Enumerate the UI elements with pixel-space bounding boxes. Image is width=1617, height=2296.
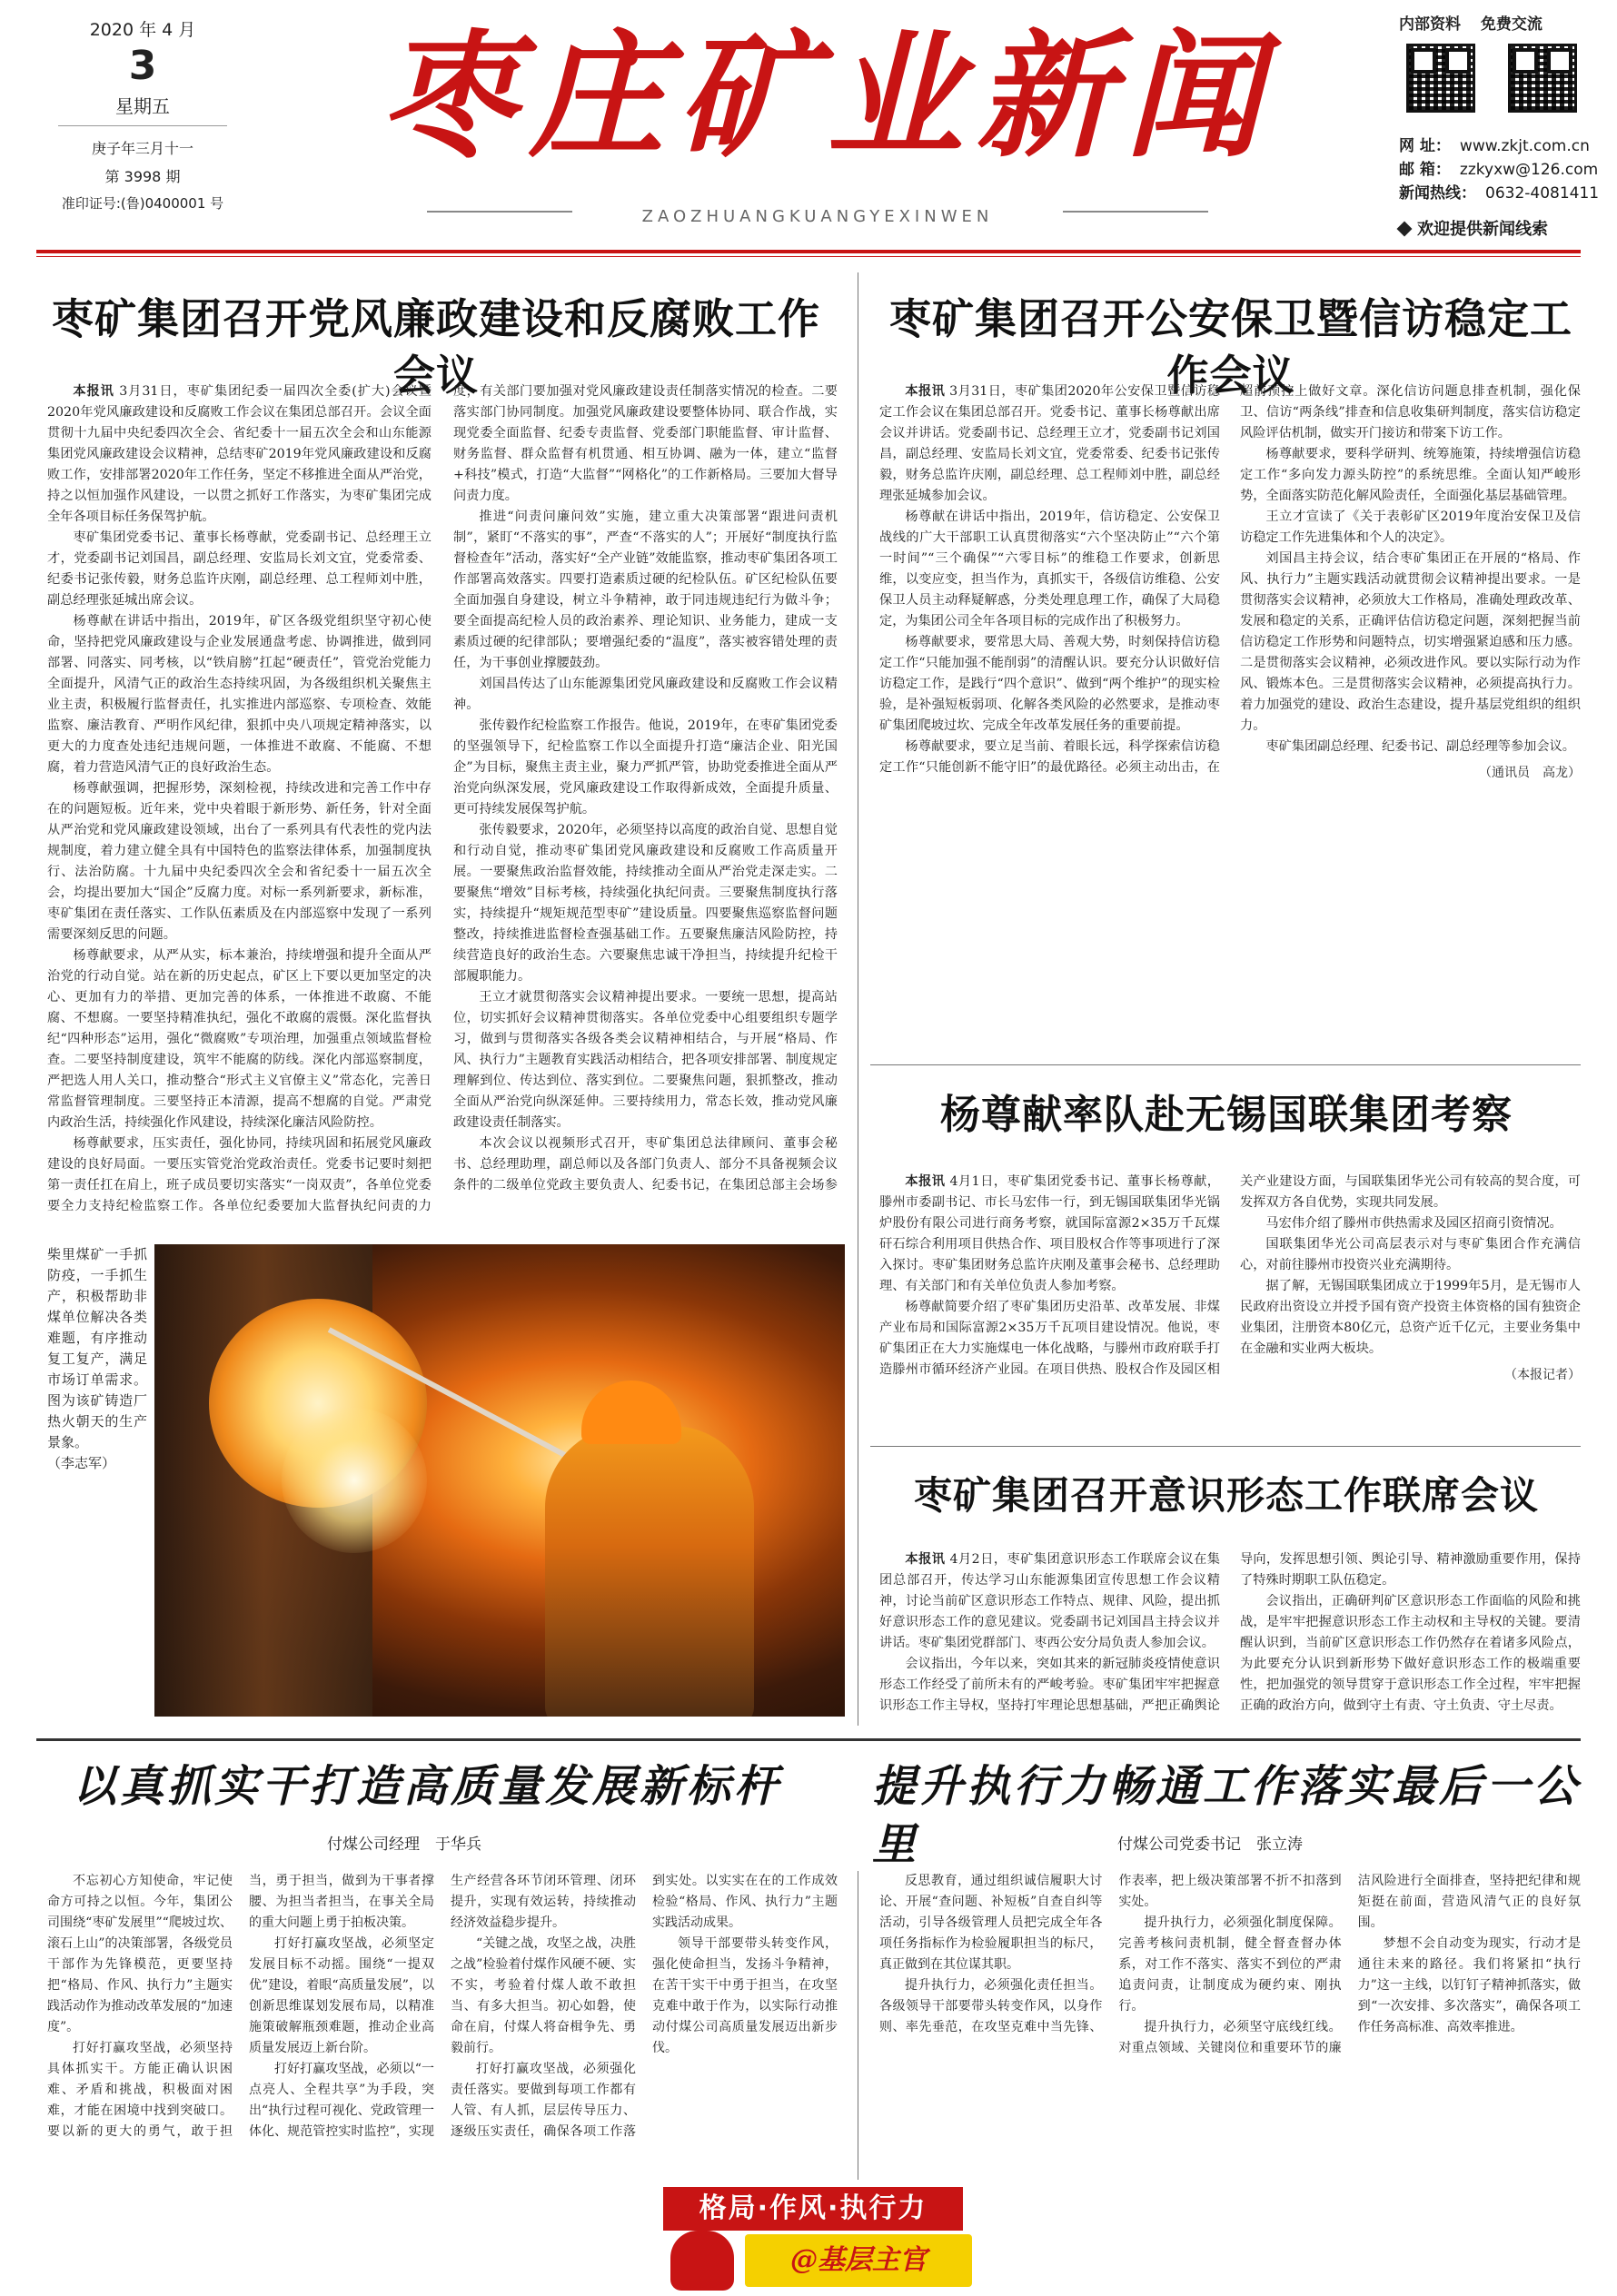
article-a1-body	[47, 381, 838, 1235]
day-number: 3	[128, 43, 157, 89]
article-a3-body	[879, 1172, 1581, 1435]
qr-code-icon[interactable]	[1508, 44, 1577, 113]
paragraph: 推进“问责问廉问效”实施，建立重大决策部署“跟进问责机制”，紧盯“不落实的事”，严查“不落实的人”；开展好“制度执行监督检查年”活动，落实好“全产业链”效能监察，推动枣矿集团各项工作部署高效落实。四要打造素质过硬的纪检队伍。矿区纪检队伍要全面加强自身建设，树立斗争精神，敢于同违规违纪行为做斗争；要全面提高纪检人员的政治素养、理论知识、业务能力，建成一支素质过硬的纪律部队；要增强纪委的“温度”，落实被容错处理的责任，为干事创业撑腰鼓劲。	[453, 510, 838, 670]
paragraph: 张传毅作纪检监察工作报告。他说，2019年，在枣矿集团党委的坚强领导下，纪检监察工作以全面提升打造“廉洁企业、阳光国企”为目标，聚焦主责主业，聚力严抓严管，协助党委推进全面从严治党向纵深发展，党风廉政建设工作取得新成效，全面提升质量、更可持续发展保驾护航。	[453, 718, 838, 816]
headline-a6[interactable]: 提升执行力畅通工作落实最后一公里	[872, 1761, 1582, 1870]
contact-info	[1399, 134, 1599, 205]
tipline	[1399, 216, 1548, 240]
paragraph: 打好打赢攻坚战，必须坚持具体抓实干。方能正确认识困难、矛盾和挑战，积极面对困难，才能在困境中找到突破口。要以新的更大的勇气，敢于担当，勇于担当，做到为干事者撑腰、为担当者担当，在事关全局的重大问题上勇于拍板决策。	[47, 1874, 434, 2139]
paragraph: 杨尊献要求，要立足当前、着眼长远，科学探索信访稳定工作“只能创新不能守旧”的最优路径。必须主动出击，在超前预控上做好文章。深化信访问题息排查机制，强化保卫、信访“两条线”排查和信息收集研判制度，落实信访稳定风险评估机制，做实开门接访和带案下访工作。	[879, 384, 1581, 775]
headline-a5[interactable]: 以真抓实干打造高质量发展新标杆	[73, 1761, 782, 1812]
paragraph: 梦想不会自动变为现实，行动才是通往未来的路径。我们将紧扣“执行力”这一主线，以钉钉子精神抓落实，做到“一次安排、多次落实”，确保各项工作任务高标准、高效率推进。	[1357, 1936, 1581, 2034]
paragraph: 马宏伟介绍了滕州市供热需求及园区招商引资情况。	[1265, 1216, 1562, 1231]
paragraph: 杨尊献要求，从严从实，标本兼治，持续增强和提升全面从严治党的行动自觉。站在新的历史起点，矿区上下要以更加坚定的决心、更加有力的举措、更加完善的体系，一体推进不敢腐、不能腐、不想腐。一要坚持精准执纪，强化不敢腐的震慑。深化监督执纪“四种形态”运用，强化“微腐败”专项治理，加强重点领域监督检查。二要坚持制度建设，筑牢不能腐的防线。深化内部巡察制度，严把选人用人关口，推动整合“形式主义官僚主义”常态化，完善日常监督管理制度。三要坚持正本清源，提高不想腐的自觉。严肃党内政治生活，持续强化作风建设，持续深化廉洁风险防控。	[47, 948, 432, 1130]
section-divider-thick	[36, 1738, 1581, 1741]
paragraph: 杨尊献要求，要常思大局、善观大势，时刻保持信访稳定工作“只能加强不能削弱”的清醒认识。要充分认识做好信访稳定工作，是践行“四个意识”、做到“两个维护”的现实检验，是补强短板弱项、化解各类风险的必然要求，是推动枣矿集团爬坡过坎、完成全年改革发展任务的重要前提。	[879, 635, 1220, 733]
paragraph: 打好打赢攻坚战，必须坚定发展目标不动摇。围绕“一提双优”建设，着眼“高质量发展”，以创新思维谋划发展布局，以精准施策破解瓶颈难题，推动企业高质量发展迈上新台阶。	[249, 1936, 434, 2055]
paragraph: 张传毅要求，2020年，必须坚持以高度的政治自觉、思想自觉和行动自觉，推动枣矿集团党风廉政建设和反腐败工作高质量开展。一要聚焦政治监督效能，持续推动全面从严治党走深走实。二要聚焦“增效”目标考核，持续强化执纪问责。三要聚焦制度执行落实，持续提升“规矩规范型枣矿”建设质量。四要聚焦巡察监督问题整改，持续推进监督检查强基础工作。五要聚焦廉洁风险防控，持续营造良好的政治生态。六要聚焦忠诚干净担当，持续提升纪检干部履职能力。	[453, 823, 838, 984]
paragraph: 枣矿集团副总经理、纪委书记、副总经理等参加会议。	[1265, 739, 1575, 754]
news-photo[interactable]	[154, 1244, 845, 1717]
headline-a4[interactable]: 枣矿集团召开意识形态工作联席会议	[913, 1473, 1539, 1518]
paragraph: 打好打赢攻坚战，必须强化责任落实。要做到每项工作都有人管、有人抓，层层传导压力、逐级压实责任，确保各项工作落到实处。以实实在在的工作成效检验“格局、作风、执行力”主题实践活动成果。	[451, 1874, 838, 2139]
paragraph: 杨尊献在讲话中指出，2019年，信访稳定、公安保卫战线的广大干部职工认真贯彻落实“六个坚决防止”“六个第一时间”“三个确保”“六零目标”的维稳工作要求，创新思维，以变应变，担当作为，真抓实干，各级信访维稳、公安保卫人员主动释疑解惑，分类处理息理工作，确保了大局稳定，为集团公司全年各项目标的完成作出了积极努力。	[879, 510, 1220, 628]
paragraph: 王立才就贯彻落实会议精神提出要求。一要统一思想，提高站位，切实抓好会议精神贯彻落实。各单位党委中心组要组织专题学习，做到与贯彻落实各级各类会议精神相结合，与开展“格局、作风、执行力”主题教育实践活动相结合，把各项安排部署、制度规定理解到位、传达到位、落实到位。二要聚焦问题，狠抓整改，推动全面从严治党向纵深延伸。三要持续用力，常态长效，推动党风廉政建设责任制落实。	[453, 990, 838, 1130]
section-divider	[870, 1446, 1581, 1447]
tag-free: 免费交流	[1480, 15, 1543, 34]
masthead	[0, 0, 1617, 300]
paragraph: 杨尊献强调，把握形势，深刻检视，持续改进和完善工作中存在的问题短板。近年来，党中央着眼于新形势、新任务，针对全面从严治党和党风廉政建设领域，出台了一系列具有代表性的党内法规制度，着力建立健全具有中国特色的监察法律体系，加强制度执行、法治防腐。十九届中央纪委四次全会和省纪委十一届五次全会，均提出要加大“国企”反腐力度。对标一系列新要求，新标准，枣矿集团在责任落实、工作队伍素质及在内部巡察中发现了一系列需要深刻反思的问题。	[47, 781, 432, 942]
paragraph: 提升执行力，必须坚守底线红线。对重点领域、关键岗位和重要环节的廉洁风险进行全面排查，坚持把纪律和规矩挺在前面，营造风清气正的良好氛围。	[1118, 1874, 1581, 2055]
paragraph: 4月1日，枣矿集团党委书记、董事长杨尊献，滕州市委副书记、市长马宏伟一行，到无锡国联集团华光锅炉股份有限公司进行商务考察，就国际富源2×35万千瓦煤矸石综合利用项目供热合作、项目股权合作等事项进行了深入探讨。枣矿集团财务总监许庆刚及董事会秘书、总经理助理、有关部门和有关单位负责人参加考察。	[879, 1174, 1220, 1293]
article-lead: 本报讯	[905, 384, 946, 399]
diamond-bullet-icon	[1397, 222, 1413, 237]
paragraph: 不忘初心方知使命，牢记使命方可持之以恒。今年，集团公司围绕“枣矿发展里”“爬坡过坎、滚石上山”的决策部署，各级党员干部作为先锋模范，更要坚持把“格局、作风、执行力”主题实践活动作为推动改革发展的“加速度”。	[47, 1874, 233, 2034]
paragraph: 4月2日，枣矿集团意识形态工作联席会议在集团总部召开，传达学习山东能源集团宣传思想工作会议精神，讨论当前矿区意识形态工作特点、规律、风险，提出抓好意识形态工作的意见建议。党委副书记刘国昌主持会议并讲话。枣矿集团党群部门、枣西公安分局负责人参加会议。	[879, 1552, 1220, 1650]
paragraph: 会议指出，今年以来，突如其来的新冠肺炎疫情使意识形态工作经受了前所未有的严峻考验。枣矿集团牢牢把握意识形态工作主导权，坚持打牢理论思想基础，严把正确舆论导向，发挥思想引领、舆论引导、精神激励重要作用，保持了特殊时期职工队伍稳定。	[879, 1552, 1581, 1713]
distribution-tags	[1399, 11, 1617, 34]
tipline-text: 欢迎提供新闻线索	[1417, 220, 1548, 239]
article-lead: 本报讯	[905, 1552, 946, 1567]
byline: （本报记者）	[1504, 1368, 1581, 1382]
lunar-date: 庚子年三月十一	[91, 140, 193, 157]
author-a5: 付煤公司经理 于华兵	[327, 1836, 481, 1854]
year-month: 2020 年 4 月	[89, 20, 196, 40]
caption-text: 柴里煤矿一手抓防疫，一手抓生产，积极帮助非煤单位解决各类难题，有序推动复工复产，满足市场订单需求。图为该矿铸造厂热火朝天的生产景象。	[47, 1246, 147, 1450]
photo-helmet	[581, 1381, 681, 1444]
paragraph: 3月31日，枣矿集团纪委一届四次全委(扩大)会议暨2020年党风廉政建设和反腐败工作会议在集团总部召开。会议全面贯彻十九届中央纪委四次全会、省纪委十一届五次全会和山东能源集团党风廉政建设会议精神，总结枣矿2019年党风廉政建设和反腐败工作，安排部署2020年工作任务，坚定不移推进全面从严治党，持之以恒加强作风建设，一以贯之抓好工作落实，为枣矿集团完成全年各项目标任务保驾护航。	[47, 384, 432, 524]
paragraph: 领导干部要带头转变作风，强化使命担当，发扬斗争精神，在苦干实干中勇于担当，在攻坚克难中敢于作为，以实际行动推动付煤公司高质量发展迈出新步伐。	[652, 1936, 838, 2055]
tag-internal: 内部资料	[1399, 15, 1461, 34]
site-link[interactable]: www.zkjt.com.cn	[1459, 137, 1590, 155]
article-lead: 本报讯	[905, 1174, 946, 1189]
paragraph: 刘国昌主持会议，结合枣矿集团正在开展的“格局、作风、执行力”主题实践活动就贯彻会议精神提出要求。一是贯彻落实会议精神，必须放大工作格局，准确处理政改革、发展和稳定的关系，正确评估信访稳定问题，深刻把握当前信访稳定工作形势和问题特点，切实增强紧迫感和压力感。二是贯彻落实会议精神，必须改进作风。要以实际行动为作风、锻炼本色。三是贯彻落实会议精神，必须提高执行力。着力加强党的建设、政治生态建设，提升基层党组织的组织力。	[1240, 551, 1581, 733]
article-a6-body	[879, 1871, 1581, 2289]
email-link[interactable]: zzkyxw@126.com	[1459, 161, 1599, 179]
headline-a3[interactable]: 杨尊献率队赴无锡国联集团考察	[940, 1092, 1513, 1138]
issue-number: 第 3998 期	[104, 168, 181, 185]
column-banner	[645, 2180, 981, 2296]
paragraph: 国联集团华光公司高层表示对与枣矿集团合作充满信心，对前往滕州市投资兴业充满期待。	[1240, 1237, 1581, 1272]
newspaper-pinyin: ZAOZHUANGKUANGYEXINWEN	[641, 207, 994, 226]
weekday: 星期五	[115, 95, 170, 117]
paragraph: 打好打赢攻坚战，必须以“一点亮人、全程共享”为手段，突出“执行过程可视化、党政管理一体化、规范管控实时监控”，实现生产经营各环节闭环管理、闭环提升，实现有效运转，持续推动经济效益稳步提升。	[249, 1874, 636, 2139]
paragraph: 本次会议以视频形式召开，枣矿集团总法律顾问、董事会秘书、总经理助理，副总师以及各部门负责人、部分不具备视频会议条件的二级单位党政主要负责人、纪委书记，在集团总部主会场参	[453, 1136, 838, 1193]
paragraph: 据了解，无锡国联集团成立于1999年5月，是无锡市人民政府出资设立并授予国有资产投资主体资格的国有独资企业集团，注册资本80亿元，总资产近千亿元，主要业务集中在金融和实业两大板块。	[1240, 1279, 1581, 1356]
article-a2-body	[879, 381, 1581, 1054]
paragraph: 提升执行力，必须强化责任担当。各级领导干部要带头转变作风，以身作则、率先垂范，在攻坚克难中当先锋、作表率，把上级决策部署不折不扣落到实处。	[879, 1874, 1342, 2034]
hotline-label: 新闻热线：	[1399, 184, 1476, 203]
paragraph: 3月31日，枣矿集团2020年公安保卫暨信访稳定工作会议在集团总部召开。党委书记、董事长杨尊献出席会议并讲话。党委副书记、总经理王立才，党委副书记刘国昌，副总经理、安监局长刘文宜，党委常委、纪委书记张传毅，财务总监许庆刚，副总经理、总工程师刘中胜，副总经理张延城参加会议。	[879, 384, 1220, 503]
hotline-number: 0632-4081411	[1485, 184, 1600, 203]
paragraph: 杨尊献要求，压实责任，强化协同，持续巩固和拓展党风廉政建设的良好局面。一要压实管党治党政治责任。党委书记要时刻把第一责任扛在肩上，班子成员要切实落实“一岗双责”，各单位党委要全力支持纪检监察工作。各单位纪委要加大监督执纪问责的力度，有关部门要加强对党风廉政建设责任制落实情况的检查。二要落实部门协同制度。加强党风廉政建设要整体协同、联合作战，实现党委全面监督、纪委专责监督、党委部门职能监督、审计监督、财务监督、群众监督有机贯通、相互协调、融为一体，建立“监督+科技”模式，打造“大监督”“网格化”的工作新格局。三要加大督导问责力度。	[47, 384, 838, 1213]
photo-credit: （李志军）	[47, 1455, 116, 1471]
article-a4-body	[879, 1549, 1581, 1727]
headline-a1[interactable]: 枣矿集团召开党风廉政建设和反腐败工作会议	[52, 294, 820, 400]
section-divider	[870, 1064, 1581, 1065]
article-lead: 本报讯	[73, 384, 114, 399]
masthead-info	[1399, 11, 1617, 34]
photo-worker	[545, 1426, 754, 1717]
site-label: 网 址：	[1399, 137, 1451, 155]
paragraph: 杨尊献简要介绍了枣矿集团历史沿革、改革发展、非煤产业布局和国际富源2×35万千瓦项目建设情况。他说，枣矿集团正在大力实施煤电一体化战略，与滕州市政府联手打造滕州市循环经济产业园。在项目供热、股权合作及园区相关产业建设方面，与国联集团华光公司有较高的契合度，可发挥双方各自优势，实现共同发展。	[879, 1174, 1581, 1377]
fist-icon	[670, 2231, 734, 2291]
masthead-rule	[36, 250, 1581, 253]
byline: （通讯员 高龙）	[1479, 766, 1581, 780]
qr-code-icon[interactable]	[1406, 44, 1475, 113]
pinyin-rule-right	[1063, 211, 1208, 213]
date-divider	[58, 125, 227, 126]
paragraph: 杨尊献要求，要科学研判、统筹施策，持续增强信访稳定工作“多向发力源头防控”的系统思维。全面认知严峻形势，全面落实防范化解风险责任，全面强化基层基础管理。	[1240, 447, 1581, 503]
pinyin-rule-left	[427, 211, 572, 213]
paragraph: 王立才宣读了《关于表彰矿区2019年度治安保卫及信访稳定工作先进集体和个人的决定》。	[1240, 510, 1581, 545]
paragraph: 刘国昌传达了山东能源集团党风廉政建设和反腐败工作会议精神。	[453, 677, 838, 712]
permit-number: 准印证号:(鲁)0400001 号	[61, 195, 224, 212]
author-a6: 付煤公司党委书记 张立涛	[1117, 1836, 1303, 1854]
email-label: 邮 箱：	[1399, 161, 1451, 179]
date-box	[47, 16, 238, 213]
banner-column-name: @基层主官	[745, 2234, 972, 2287]
photo-glow	[282, 1408, 427, 1553]
paragraph: “关键之战，攻坚之战，决胜之战”检验着付煤作风硬不硬、实不实，考验着付煤人敢不敢担当、有多大担当。初心如磐，使命在肩，付煤人将奋楫争先、勇毅前行。	[451, 1936, 636, 2055]
paragraph: 枣矿集团党委书记、董事长杨尊献，党委副书记、总经理王立才，党委副书记刘国昌，副总经理、安监局长刘文宜，党委常委、纪委书记张传毅，财务总监许庆刚，副总经理、总工程师刘中胜，副总经理张延城出席会议。	[47, 530, 432, 608]
photo-caption	[47, 1244, 147, 1474]
paragraph: 反思教育，通过组织诚信履职大讨论、开展“查问题、补短板”自查自纠等活动，引导各级管理人员把完成全年各项任务指标作为检验履职担当的标尺，真正做到在其位谋其职。	[879, 1874, 1103, 1972]
headline-a2[interactable]: 枣矿集团召开公安保卫暨信访稳定工作会议	[889, 294, 1572, 400]
newspaper-title: 枣庄矿业新闻	[379, 16, 1274, 176]
banner-slogan: 格局·作风·执行力	[663, 2187, 963, 2231]
paragraph: 会议指出，正确研判矿区意识形态工作面临的风险和挑战，是牢牢把握意识形态工作主动权和主导权的关键。要清醒认识到，当前矿区意识形态工作仍然存在着诸多风险点，为此要充分认识到新形势下做好意识形态工作的极端重要性，把加强党的领导贯穿于意识形态工作全过程，牢牢把握正确的政治方向，做到守土有责、守土负责、守土尽责。	[1240, 1594, 1581, 1713]
masthead-rule-thin	[36, 256, 1581, 257]
paragraph: 杨尊献在讲话中指出，2019年，矿区各级党组织坚守初心使命，坚持把党风廉政建设与企业发展通盘考虑、协调推进，做到同部署、同落实、同考核，以“铁肩膀”扛起“硬责任”，管党治党能力全面提升，风清气正的政治生态持续巩固，为各级组织机关聚焦主业主责，积极履行监督责任，扎实推进内部巡察、专项检查、效能监察、廉洁教育、严明作风纪律，狠抓中央八项规定精神落实，以更大的力度查处违纪违规问题，一体推进不敢腐、不能腐、不想腐，着力营造风清气正的良好政治生态。	[47, 614, 432, 775]
paragraph: 提升执行力，必须强化制度保障。完善考核问责机制，健全督查督办体系，对工作不落实、落实不到位的严肃追责问责，让制度成为硬约束、刚执行。	[1118, 1915, 1342, 2014]
